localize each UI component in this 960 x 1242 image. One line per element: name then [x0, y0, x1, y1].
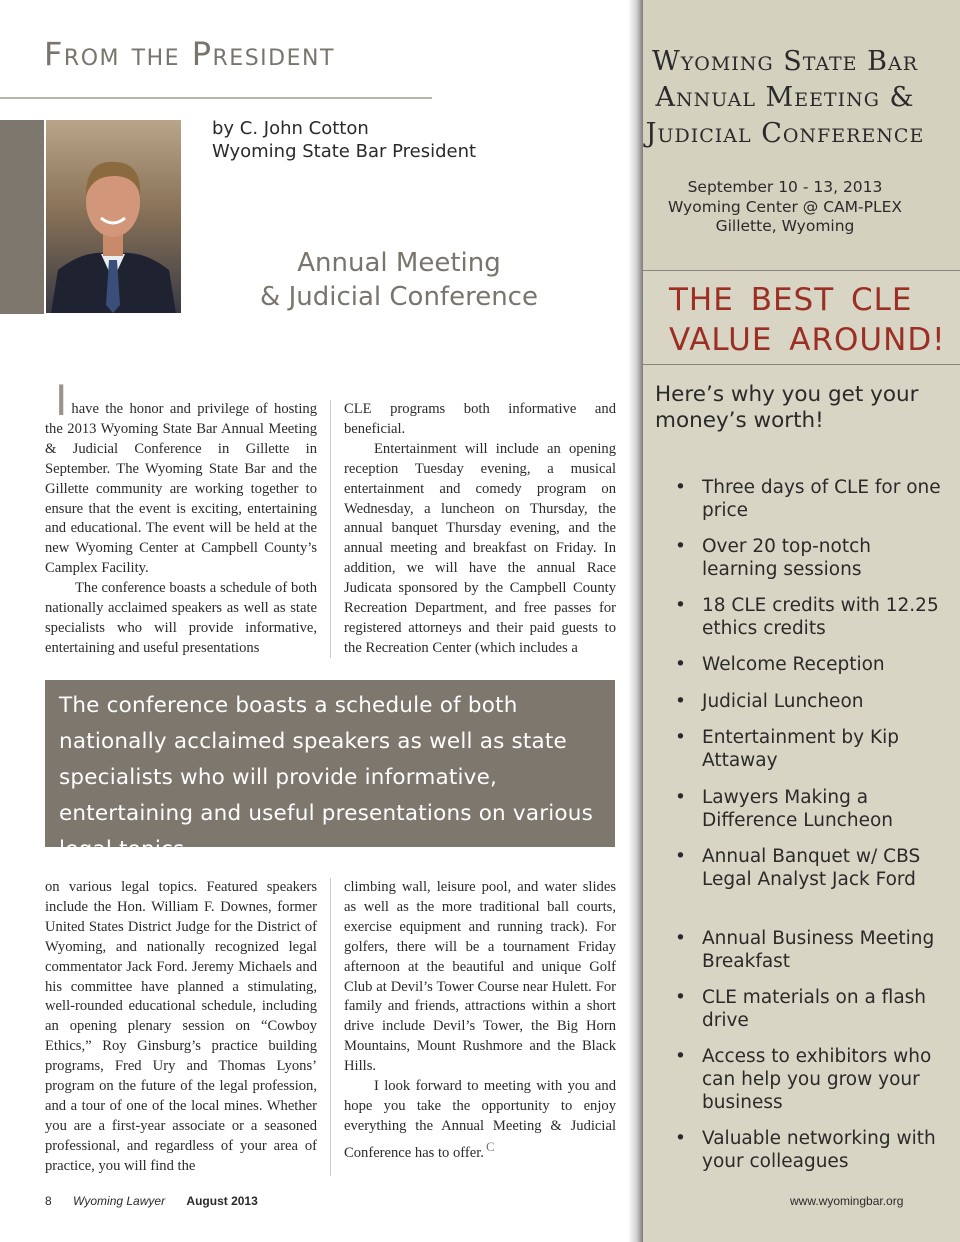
article-paragraph: I look forward to meeting with you and hope you take the opportunity to enjoy everything the Annual Meeting & Judicial Conference has to offer. $^C$	[344, 1078, 616, 1161]
sidebar-intro: Here’s why you get your money’s worth!	[655, 382, 919, 433]
footer-left	[45, 1194, 276, 1208]
bullet-icon: •	[675, 595, 686, 616]
conference-title-line: Annual Meeting &	[655, 82, 915, 113]
author-photo	[46, 120, 181, 313]
end-mark-icon: C	[485, 1138, 495, 1154]
bullet-icon: •	[675, 846, 686, 867]
bullet-icon: •	[675, 787, 686, 808]
sidebar-divider	[643, 270, 960, 271]
bullet-icon: •	[675, 654, 686, 675]
bullet-icon: •	[675, 928, 686, 949]
bullet-icon: •	[675, 1128, 686, 1149]
bullet-icon: •	[675, 727, 686, 748]
byline-name: by C. John Cotton	[212, 118, 369, 139]
sidebar-divider	[643, 364, 960, 365]
article-column-1	[45, 376, 317, 659]
slogan-line: THE BEST CLE	[669, 282, 913, 318]
article-column-2	[344, 400, 616, 659]
subtitle-line: & Judicial Conference	[260, 282, 538, 312]
slogan	[669, 280, 949, 360]
column-divider	[330, 878, 331, 1176]
list-item: • Three days of CLE for one price	[675, 477, 941, 521]
slogan-line: VALUE AROUND!	[669, 322, 946, 358]
sidebar	[643, 0, 960, 1242]
article-column-4	[344, 878, 616, 1164]
bullet-icon: •	[675, 536, 686, 557]
page-title: From the President	[44, 35, 335, 73]
decorative-bar	[0, 120, 44, 314]
byline	[212, 117, 476, 163]
page-number: 8	[45, 1194, 52, 1208]
title-divider	[0, 97, 432, 99]
bullet-icon: •	[675, 477, 686, 498]
list-item: • 18 CLE credits with 12.25 ethics credits	[675, 595, 939, 639]
pull-quote: The conference boasts a schedule of both nationally acclaimed speakers as well as state specialists who will provide informative, entertaining and useful presentations on various legal topics.	[45, 680, 615, 847]
magazine-name: Wyoming Lawyer	[73, 1194, 166, 1208]
article-paragraph: I have the honor and privilege of hosting the 2013 Wyoming State Bar Annual Meeting & Judicial Conference in Gillette in September. The Wyoming State Bar and the Gillette community are working together to ensure that the event is exciting, entertaining and educational. The event will be held at the new Wyoming Center at Campbell County’s Camplex Facility.	[45, 376, 317, 577]
list-item: • Annual Business Meeting Breakfast	[675, 928, 935, 972]
list-item: • Valuable networking with your colleagues	[675, 1128, 936, 1172]
website-link[interactable]: www.wyomingbar.org	[790, 1194, 904, 1208]
bullet-icon: •	[675, 1046, 686, 1067]
article-subtitle	[236, 246, 562, 314]
conference-details	[643, 178, 927, 237]
byline-role: Wyoming State Bar President	[212, 141, 477, 162]
list-item: • Annual Banquet w/ CBS Legal Analyst Jack Ford	[675, 846, 921, 890]
list-item: • Over 20 top-notch learning sessions	[675, 536, 871, 580]
conference-dates: September 10 - 13, 2013	[687, 178, 883, 196]
subtitle-line: Annual Meeting	[297, 248, 501, 278]
list-item: • Welcome Reception	[675, 654, 885, 675]
column-divider	[330, 400, 331, 658]
list-item: • Access to exhibitors who can help you grow your business	[675, 1046, 932, 1113]
list-item: • CLE materials on a flash drive	[675, 987, 927, 1031]
article-paragraph: on various legal topics. Featured speakers include the Hon. William F. Downes, former United States District Judge for the District of Wyoming, and nationally recognized legal commentator Jack Ford. Jeremy Michaels and his committee have planned a stimulating, well-rounded educational schedule, including an opening plenary session on “Cowboy Ethics,” Roy Ginsburg’s practice building programs, Fred Ury and Thomas Lyons’ program on the future of the legal profession, and a tour of one of the local mines. Whether you are a first-year associate or a seasoned professional, and regardless of your area of practice, you will find the	[45, 879, 317, 1174]
drop-cap: I	[55, 376, 68, 425]
list-item: • Lawyers Making a Difference Luncheon	[675, 787, 894, 831]
list-item: • Judicial Luncheon	[675, 691, 864, 712]
article-column-3	[45, 878, 317, 1177]
conference-title	[643, 44, 927, 152]
issue-date: August 2013	[186, 1194, 258, 1208]
article-paragraph: The conference boasts a schedule of both nationally acclaimed speakers as well as state specialists who will provide informative, entertaining and useful presentations	[45, 580, 317, 656]
conference-title-line: Judicial Conference	[645, 118, 925, 149]
bullet-icon: •	[675, 987, 686, 1008]
list-item: • Entertainment by Kip Attaway	[675, 727, 899, 771]
article-paragraph: Entertainment will include an opening reception Tuesday evening, a musical entertainment and comedy program on Wednesday, a luncheon on Thursday, the annual banquet Thursday evening, and the annual meeting and breakfast on Friday. In addition, we will have the annual Race Judicata sponsored by the Campbell County Recreation Department, and free passes for registered attorneys and their paid guests to the Recreation Center (which includes a	[344, 440, 616, 656]
sidebar-shadow	[628, 0, 644, 1242]
article-paragraph: CLE programs both informative and beneficial.	[344, 401, 616, 437]
conference-title-line: Wyoming State Bar	[651, 46, 919, 77]
article-paragraph: climbing wall, leisure pool, and water slides as well as the more traditional ball courts, exercise equipment and running track). For golfers, there will be a tournament Friday afternoon at the beautiful and unique Golf Club at Devil’s Tower Course near Hulett. For family and friends, attractions within a short drive include Devil’s Tower, the Big Horn Mountains, Mount Rushmore and the Black Hills.	[344, 879, 616, 1075]
conference-city: Gillette, Wyoming	[715, 217, 855, 235]
bullet-icon: •	[675, 691, 686, 712]
conference-venue: Wyoming Center @ CAM-PLEX	[667, 197, 902, 216]
